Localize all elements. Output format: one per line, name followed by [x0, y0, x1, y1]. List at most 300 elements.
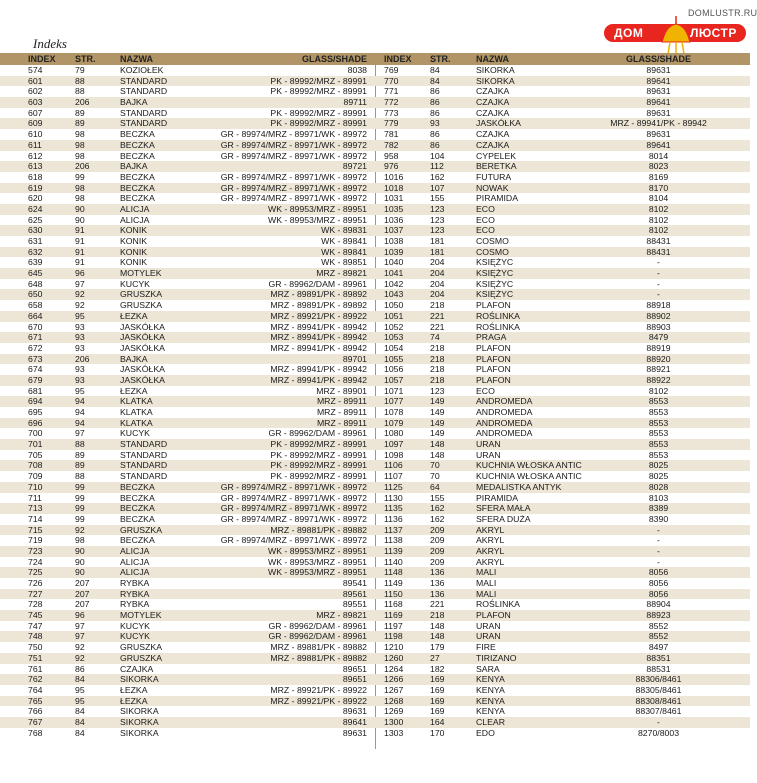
left-page-cell: 98: [75, 150, 85, 161]
right-page-cell: 136: [430, 567, 445, 578]
right-glass-cell: 8102: [648, 203, 669, 214]
left-page-cell: 95: [75, 310, 85, 321]
right-glass-cell: 8056: [648, 578, 669, 588]
right-index-cell: 770: [384, 75, 399, 86]
table-row: [0, 535, 750, 546]
right-name-cell: KENYA: [476, 706, 505, 717]
table-row: [0, 578, 750, 589]
left-glass-cell: WK - 89841: [321, 236, 367, 246]
right-glass-cell: 88922: [646, 374, 671, 385]
right-page-cell: 149: [430, 428, 445, 439]
left-index-cell: 681: [28, 385, 43, 396]
table-row: [0, 685, 750, 696]
right-name-cell: FIRE: [476, 642, 496, 653]
left-page-cell: 89: [75, 460, 85, 471]
left-glass-cell: 89561: [342, 588, 367, 599]
header-nazwa-right: NAZWA: [476, 54, 509, 64]
left-name-cell: KONIK: [120, 246, 148, 257]
right-name-cell: FUTURA: [476, 171, 512, 182]
left-page-cell: 92: [75, 524, 85, 535]
table-row: [0, 717, 750, 728]
left-glass-cell: WK - 89831: [321, 225, 367, 236]
right-index-cell: 1052: [384, 321, 404, 332]
left-index-cell: 631: [28, 236, 43, 246]
right-name-cell: PLAFON: [476, 364, 511, 375]
left-page-cell: 91: [75, 246, 85, 257]
left-name-cell: RYBKA: [120, 599, 150, 610]
right-page-cell: 70: [430, 471, 440, 482]
right-page-cell: 27: [430, 652, 440, 663]
right-glass-cell: -: [657, 257, 660, 268]
left-glass-cell: MRZ - 89821: [316, 610, 367, 621]
right-index-cell: 771: [384, 86, 399, 97]
left-glass-cell: 89701: [342, 353, 367, 364]
right-name-cell: SFERA DUŻA: [476, 513, 531, 524]
right-name-cell: COSMO: [476, 236, 509, 246]
table-row: [0, 257, 750, 268]
right-glass-cell: 8169: [648, 171, 669, 182]
left-name-cell: BAJKA: [120, 97, 148, 108]
left-name-cell: KLATKA: [120, 407, 153, 417]
table-header: [0, 53, 750, 65]
right-glass-cell: MRZ - 89941/PK - 89942: [610, 118, 707, 129]
left-glass-cell: PK - 89992/MRZ - 89991: [270, 75, 367, 86]
right-name-cell: PRAGA: [476, 332, 507, 343]
right-glass-cell: -: [657, 289, 660, 300]
left-name-cell: JASKÓŁKA: [120, 332, 165, 343]
left-index-cell: 673: [28, 353, 43, 364]
right-index-cell: 1040: [384, 257, 404, 268]
right-index-cell: 1071: [384, 385, 404, 396]
right-glass-cell: 89641: [646, 139, 671, 150]
right-name-cell: AKRYL: [476, 535, 505, 546]
right-page-cell: 84: [430, 75, 440, 86]
left-page-cell: 93: [75, 332, 85, 343]
left-name-cell: GRUSZKA: [120, 300, 162, 311]
left-name-cell: KLATKA: [120, 396, 153, 407]
left-name-cell: ŁEZKA: [120, 695, 148, 706]
left-name-cell: ALICJA: [120, 203, 150, 214]
right-index-cell: 1130: [384, 492, 403, 503]
right-name-cell: CLEAR: [476, 716, 505, 727]
right-name-cell: SARA: [476, 663, 500, 674]
left-name-cell: KUCYK: [120, 620, 150, 631]
table-row: [0, 364, 750, 375]
right-glass-cell: 8552: [648, 620, 669, 631]
right-glass-cell: 8479: [648, 332, 669, 343]
left-page-cell: 91: [75, 257, 85, 268]
left-page-cell: 99: [75, 503, 85, 514]
table-row: [0, 375, 750, 386]
left-name-cell: CZAJKA: [120, 663, 154, 674]
right-name-cell: MALI: [476, 578, 497, 588]
right-page-cell: 123: [430, 214, 445, 225]
table-row: [0, 322, 750, 333]
right-page-cell: 218: [430, 342, 445, 353]
right-index-cell: 1139: [384, 545, 403, 556]
left-page-cell: 91: [75, 225, 85, 236]
right-name-cell: ROŚLINKA: [476, 321, 520, 332]
left-index-cell: 765: [28, 695, 43, 706]
right-name-cell: ECO: [476, 214, 495, 225]
left-page-cell: 89: [75, 107, 85, 118]
table-row: [0, 653, 750, 664]
right-index-cell: 1080: [384, 428, 404, 439]
right-name-cell: COSMO: [476, 246, 509, 257]
table-row: [0, 225, 750, 236]
right-name-cell: PLAFON: [476, 353, 511, 364]
right-name-cell: MALI: [476, 588, 497, 599]
right-name-cell: AKRYL: [476, 545, 505, 556]
left-page-cell: 90: [75, 567, 85, 578]
left-page-cell: 97: [75, 620, 85, 631]
left-glass-cell: 89711: [343, 97, 367, 108]
left-index-cell: 709: [28, 471, 43, 482]
table-row: [0, 300, 750, 311]
right-index-cell: 1097: [384, 439, 404, 450]
right-index-cell: 1107: [384, 471, 403, 482]
table-row: [0, 706, 750, 717]
left-glass-cell: PK - 89992/MRZ - 89991: [270, 86, 367, 97]
table-row: [0, 728, 750, 739]
right-glass-cell: 89641: [646, 97, 671, 108]
left-index-cell: 750: [28, 642, 43, 653]
right-page-cell: 74: [430, 332, 440, 343]
left-glass-cell: GR - 89974/MRZ - 89971/WK - 89972: [220, 139, 367, 150]
right-page-cell: 221: [430, 310, 445, 321]
right-name-cell: CZAJKA: [476, 107, 510, 118]
right-glass-cell: 8014: [648, 150, 669, 161]
right-name-cell: KENYA: [476, 684, 505, 695]
table-row: [0, 610, 750, 621]
right-page-cell: 93: [430, 118, 440, 129]
right-glass-cell: 8103: [648, 492, 669, 503]
left-glass-cell: GR - 89974/MRZ - 89971/WK - 89972: [220, 513, 367, 524]
left-glass-cell: MRZ - 89881/PK - 89882: [270, 524, 367, 535]
right-index-cell: 1268: [384, 695, 404, 706]
right-page-cell: 169: [430, 706, 445, 717]
right-name-cell: KENYA: [476, 695, 505, 706]
right-glass-cell: 8025: [648, 471, 669, 482]
right-name-cell: SIKORKA: [476, 75, 515, 86]
left-index-cell: 710: [28, 481, 43, 492]
left-name-cell: KONIK: [120, 236, 148, 246]
left-glass-cell: PK - 89992/MRZ - 89991: [270, 449, 367, 460]
left-page-cell: 90: [75, 203, 85, 214]
right-index-cell: 772: [384, 97, 399, 108]
right-name-cell: ANDROMEDA: [476, 407, 533, 417]
left-glass-cell: PK - 89992/MRZ - 89991: [270, 471, 367, 482]
right-glass-cell: 89631: [646, 129, 671, 140]
left-name-cell: SIKORKA: [120, 727, 159, 738]
right-page-cell: 112: [430, 161, 444, 172]
left-index-cell: 747: [28, 620, 43, 631]
left-index-cell: 694: [28, 396, 43, 407]
right-glass-cell: -: [657, 278, 660, 289]
right-glass-cell: 8102: [648, 225, 669, 236]
left-index-cell: 768: [28, 727, 43, 738]
right-page-cell: 209: [430, 556, 445, 567]
left-glass-cell: PK - 89992/MRZ - 89991: [270, 107, 367, 118]
left-page-cell: 207: [75, 599, 90, 610]
left-name-cell: STANDARD: [120, 449, 168, 460]
index-table: [0, 53, 750, 738]
right-index-cell: 1055: [384, 353, 404, 364]
left-glass-cell: MRZ - 89881/PK - 89882: [270, 642, 367, 653]
left-name-cell: KOZIOŁEK: [120, 65, 164, 75]
right-index-cell: 1056: [384, 364, 404, 375]
left-name-cell: BAJKA: [120, 161, 148, 172]
right-page-cell: 164: [430, 716, 445, 727]
left-index-cell: 723: [28, 545, 43, 556]
right-page-cell: 104: [430, 150, 445, 161]
left-index-cell: 761: [28, 663, 43, 674]
left-name-cell: ŁEZKA: [120, 684, 148, 695]
left-page-cell: 92: [75, 289, 85, 300]
left-glass-cell: MRZ - 89941/PK - 89942: [270, 321, 367, 332]
left-index-cell: 574: [28, 65, 43, 75]
right-page-cell: 86: [430, 139, 440, 150]
right-page-cell: 181: [430, 236, 445, 246]
right-page-cell: 123: [430, 385, 445, 396]
right-glass-cell: 89631: [646, 86, 671, 97]
right-glass-cell: -: [657, 268, 660, 279]
right-index-cell: 1135: [384, 503, 403, 514]
left-page-cell: 88: [75, 439, 85, 450]
right-index-cell: 1079: [384, 417, 404, 428]
left-index-cell: 664: [28, 310, 43, 321]
left-name-cell: BECZKA: [120, 481, 155, 492]
left-page-cell: 98: [75, 535, 85, 546]
left-glass-cell: GR - 89974/MRZ - 89971/WK - 89972: [220, 193, 367, 204]
left-glass-cell: MRZ - 89821: [316, 268, 367, 279]
left-name-cell: GRUSZKA: [120, 652, 162, 663]
right-name-cell: SFERA MAŁA: [476, 503, 531, 514]
left-index-cell: 714: [28, 513, 43, 524]
table-row: [0, 503, 750, 514]
left-index-cell: 695: [28, 407, 43, 417]
table-row: [0, 642, 750, 653]
left-page-cell: 98: [75, 193, 85, 204]
table-row: [0, 215, 750, 226]
right-index-cell: 976: [384, 161, 399, 172]
right-index-cell: 773: [384, 107, 399, 118]
right-index-cell: 1148: [384, 567, 403, 578]
left-index-cell: 725: [28, 567, 43, 578]
left-page-cell: 94: [75, 396, 85, 407]
right-glass-cell: 8553: [648, 407, 669, 417]
right-name-cell: AKRYL: [476, 556, 505, 567]
right-name-cell: PIRAMIDA: [476, 193, 518, 204]
right-page-cell: 148: [430, 449, 445, 460]
left-page-cell: 99: [75, 481, 85, 492]
right-name-cell: EDO: [476, 727, 495, 738]
right-index-cell: 1138: [384, 535, 403, 546]
right-name-cell: CZAJKA: [476, 129, 510, 140]
logo-site-url: DOMLUSTR.RU: [688, 8, 757, 18]
left-page-cell: 97: [75, 278, 85, 289]
right-glass-cell: 8553: [648, 428, 669, 439]
left-name-cell: JASKÓŁKA: [120, 321, 165, 332]
right-name-cell: JASKÓŁKA: [476, 118, 521, 129]
left-page-cell: 84: [75, 706, 85, 717]
left-page-cell: 207: [75, 578, 90, 588]
left-page-cell: 93: [75, 364, 85, 375]
right-name-cell: CZAJKA: [476, 97, 510, 108]
right-glass-cell: 8270/8003: [637, 727, 680, 738]
right-glass-cell: 88431: [646, 246, 671, 257]
right-glass-cell: 88305/8461: [635, 684, 682, 695]
left-page-cell: 89: [75, 449, 85, 460]
right-page-cell: 136: [430, 588, 445, 599]
right-page-cell: 162: [430, 513, 445, 524]
right-index-cell: 1042: [384, 278, 404, 289]
left-page-cell: 98: [75, 139, 85, 150]
left-glass-cell: MRZ - 89941/PK - 89942: [270, 342, 367, 353]
right-index-cell: 1260: [384, 652, 404, 663]
right-page-cell: 148: [430, 439, 445, 450]
table-row: [0, 525, 750, 536]
right-glass-cell: 8102: [648, 385, 669, 396]
right-page-cell: 179: [430, 642, 445, 653]
left-page-cell: 88: [75, 471, 85, 482]
table-row: [0, 289, 750, 300]
right-page-cell: 181: [430, 246, 445, 257]
right-index-cell: 1035: [384, 203, 404, 214]
right-index-cell: 1018: [384, 182, 404, 193]
right-glass-cell: 88918: [646, 300, 671, 311]
right-index-cell: 782: [384, 139, 399, 150]
left-name-cell: STANDARD: [120, 439, 168, 450]
right-page-cell: 221: [430, 599, 445, 610]
table-row: [0, 311, 750, 322]
left-page-cell: 88: [75, 86, 85, 97]
table-row: [0, 514, 750, 525]
right-glass-cell: 8104: [648, 193, 669, 204]
right-name-cell: PLAFON: [476, 374, 511, 385]
left-index-cell: 603: [28, 97, 43, 108]
table-row: [0, 631, 750, 642]
left-glass-cell: MRZ - 89921/PK - 89922: [270, 695, 367, 706]
left-page-cell: 84: [75, 716, 85, 727]
right-index-cell: 1303: [384, 727, 404, 738]
table-row: [0, 108, 750, 119]
right-name-cell: URAN: [476, 631, 501, 642]
right-index-cell: 1149: [384, 578, 403, 588]
right-name-cell: ROŚLINKA: [476, 599, 520, 610]
right-name-cell: ECO: [476, 385, 495, 396]
left-name-cell: ŁEZKA: [120, 385, 148, 396]
right-index-cell: 1037: [384, 225, 404, 236]
left-index-cell: 701: [28, 439, 43, 450]
left-name-cell: STANDARD: [120, 75, 168, 86]
table-row: [0, 65, 750, 76]
left-name-cell: SIKORKA: [120, 706, 159, 717]
left-name-cell: ALICJA: [120, 567, 150, 578]
right-glass-cell: 8102: [648, 214, 669, 225]
left-glass-cell: MRZ - 89941/PK - 89942: [270, 332, 367, 343]
table-row: [0, 599, 750, 610]
left-index-cell: 648: [28, 278, 43, 289]
right-page-cell: 218: [430, 374, 445, 385]
left-page-cell: 206: [75, 353, 90, 364]
header-glass-right: GLASS/SHADE: [625, 54, 691, 64]
table-body: [0, 65, 750, 738]
right-glass-cell: 88903: [646, 321, 671, 332]
table-row: [0, 172, 750, 183]
left-glass-cell: GR - 89962/DAM - 89961: [268, 620, 367, 631]
left-index-cell: 610: [28, 129, 43, 140]
right-glass-cell: 88923: [646, 610, 671, 621]
right-index-cell: 1136: [384, 513, 403, 524]
right-page-cell: 182: [430, 663, 445, 674]
right-name-cell: ROŚLINKA: [476, 310, 520, 321]
left-glass-cell: GR - 89962/DAM - 89961: [268, 278, 367, 289]
right-index-cell: 1016: [384, 171, 404, 182]
right-name-cell: ANDROMEDA: [476, 428, 533, 439]
left-page-cell: 98: [75, 129, 85, 140]
left-name-cell: RYBKA: [120, 578, 150, 588]
table-row: [0, 97, 750, 108]
left-index-cell: 745: [28, 610, 43, 621]
left-page-cell: 88: [75, 75, 85, 86]
left-glass-cell: MRZ - 89881/PK - 89882: [270, 652, 367, 663]
left-index-cell: 700: [28, 428, 43, 439]
left-index-cell: 601: [28, 75, 43, 86]
left-page-cell: 93: [75, 374, 85, 385]
right-index-cell: 1038: [384, 236, 404, 246]
right-name-cell: URAN: [476, 620, 501, 631]
left-index-cell: 728: [28, 599, 43, 610]
left-glass-cell: WK - 89953/MRZ - 89951: [268, 556, 367, 567]
right-glass-cell: 8028: [648, 481, 669, 492]
right-page-cell: 169: [430, 695, 445, 706]
left-page-cell: 92: [75, 652, 85, 663]
right-index-cell: 1168: [384, 599, 403, 610]
left-glass-cell: MRZ - 89901: [316, 385, 367, 396]
table-row: [0, 674, 750, 685]
right-glass-cell: 88920: [646, 353, 671, 364]
right-page-cell: 218: [430, 364, 445, 375]
right-index-cell: 1210: [384, 642, 404, 653]
left-glass-cell: MRZ - 89891/PK - 89892: [270, 300, 367, 311]
right-name-cell: SIKORKA: [476, 65, 515, 75]
table-row: [0, 428, 750, 439]
left-glass-cell: MRZ - 89911: [316, 407, 367, 417]
right-page-cell: 86: [430, 97, 440, 108]
left-glass-cell: GR - 89974/MRZ - 89971/WK - 89972: [220, 492, 367, 503]
right-index-cell: 1077: [384, 396, 404, 407]
left-page-cell: 95: [75, 684, 85, 695]
right-page-cell: 169: [430, 684, 445, 695]
right-page-cell: 107: [430, 182, 445, 193]
left-name-cell: JASKÓŁKA: [120, 364, 165, 375]
table-row: [0, 567, 750, 578]
right-page-cell: 218: [430, 300, 445, 311]
left-name-cell: KONIK: [120, 225, 148, 236]
left-name-cell: BAJKA: [120, 353, 148, 364]
left-index-cell: 632: [28, 246, 43, 257]
right-glass-cell: 8056: [648, 567, 669, 578]
left-index-cell: 607: [28, 107, 43, 118]
left-glass-cell: 8038: [347, 65, 367, 75]
right-glass-cell: 89631: [646, 65, 671, 75]
right-name-cell: ANDROMEDA: [476, 417, 533, 428]
left-index-cell: 719: [28, 535, 43, 546]
left-index-cell: 613: [28, 161, 43, 172]
right-page-cell: 218: [430, 610, 445, 621]
left-page-cell: 84: [75, 727, 85, 738]
